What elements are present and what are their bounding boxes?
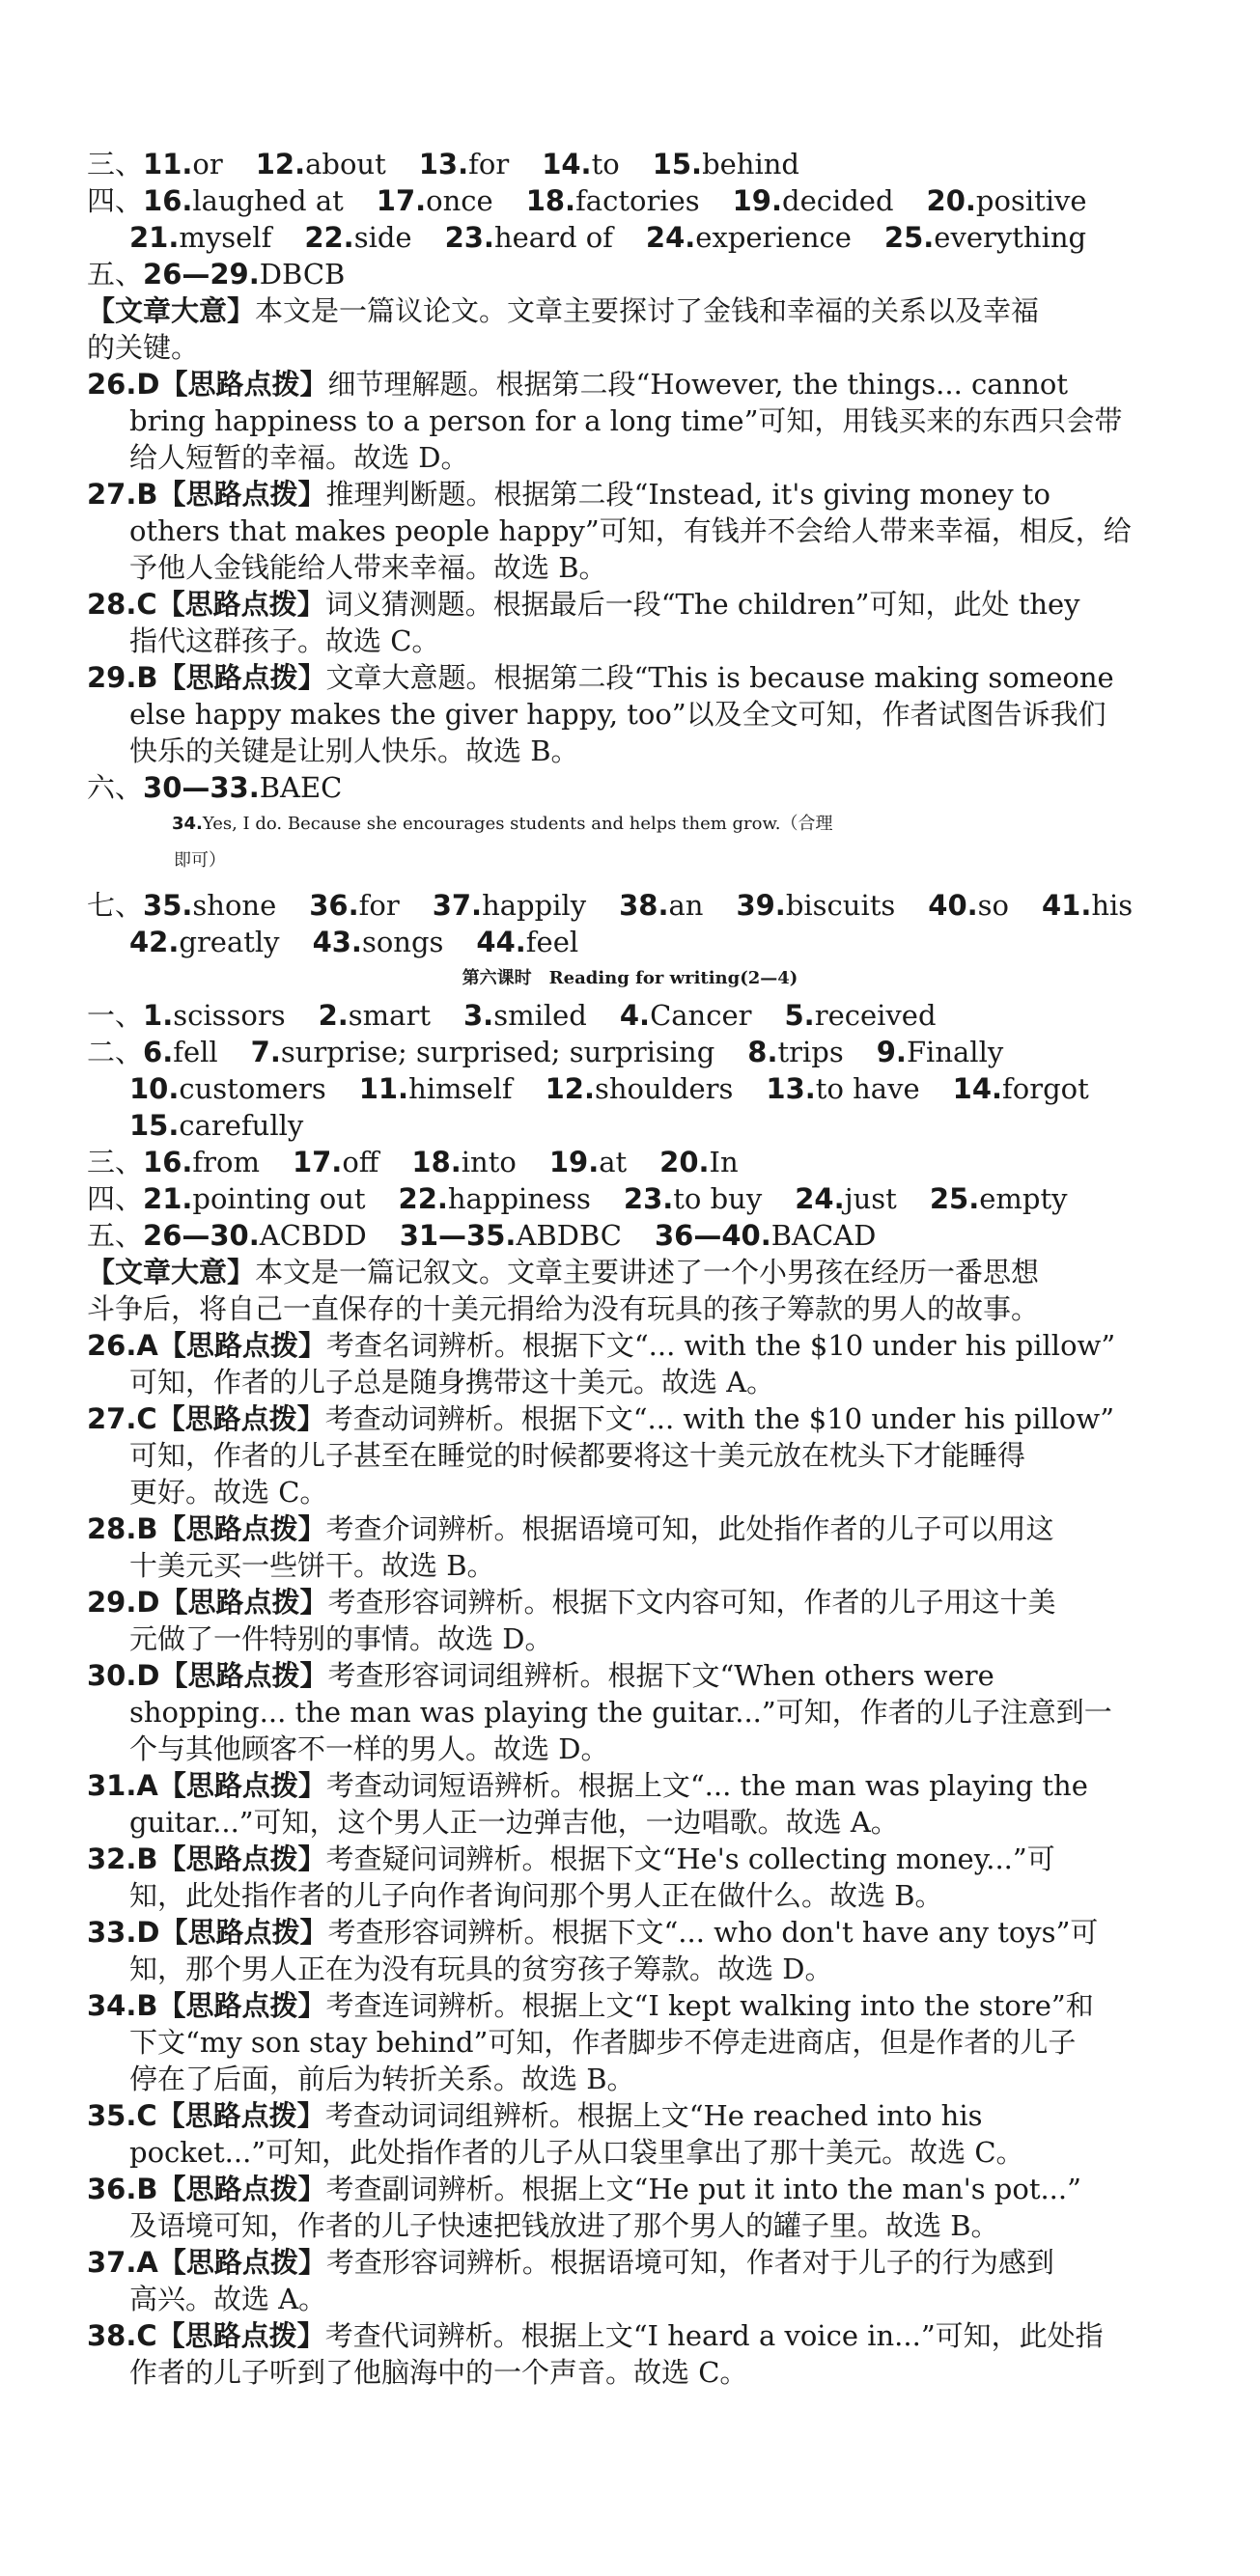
explanation-29b: 29.D【思路点拨】考查形容词辨析。根据下文内容可知，作者的儿子用这十美	[87, 1586, 1056, 1619]
main-idea-line: 的关键。	[87, 331, 200, 364]
explanation-line: 更好。故选 C。	[129, 1476, 328, 1509]
lesson-heading: 第六课时 Reading for writing(2—4)	[462, 968, 798, 988]
explanation-line: 予他人金钱能给人带来幸福。故选 B。	[129, 551, 607, 584]
explanation-line: shopping... the man was playing the guitar...”可知，作者的儿子注意到一	[129, 1696, 1112, 1729]
explanation-line: 快乐的关键是让别人快乐。故选 B。	[129, 734, 579, 767]
answer-item: 20.positive	[926, 184, 1087, 217]
explanation-31: 31.A【思路点拨】考查动词短语辨析。根据上文“... the man was playing the	[87, 1769, 1088, 1802]
main-idea-line: 斗争后，将自己一直保存的十美元捐给为没有玩具的孩子筹款的男人的故事。	[87, 1292, 1040, 1325]
explanation-line: 可知，作者的儿子总是随身携带这十美元。故选 A。	[129, 1366, 775, 1399]
explanation-line: 指代这群孩子。故选 C。	[129, 624, 440, 657]
part-2-row-3: 15.carefully	[129, 1109, 304, 1142]
answer-item: 14.to	[542, 148, 620, 180]
answer-item: 19.decided	[732, 184, 894, 217]
q34-answer: 34.Yes, I do. Because she encourages students and helps them grow.（合理	[172, 814, 833, 834]
explanation-33: 33.D【思路点拨】考查形容词辨析。根据下文“... who don't have any toys”可	[87, 1916, 1099, 1949]
explanation-line: 可知，作者的儿子甚至在睡觉的时候都要将这十美元放在枕头下才能睡得	[129, 1439, 1026, 1472]
explanation-28b: 28.B【思路点拨】考查介词辨析。根据语境可知，此处指作者的儿子可以用这	[87, 1512, 1054, 1545]
section-5-row	[87, 257, 1159, 291]
item-number: 26—29.	[143, 258, 260, 291]
main-idea-line	[87, 293, 1159, 328]
explanation-line: 元做了一件特别的事情。故选 D。	[129, 1622, 553, 1655]
answer-item: 12.about	[255, 148, 386, 180]
explanation-line: guitar...”可知，这个男人正一边弹吉他，一边唱歌。故选 A。	[129, 1806, 899, 1839]
answer-item: 23.heard of	[444, 221, 613, 254]
explanation-line: 知，那个男人正在为没有玩具的贫穷孩子筹款。故选 D。	[129, 1953, 833, 1985]
explanation-line: 十美元买一些饼干。故选 B。	[129, 1549, 495, 1582]
explanation-28: 28.C【思路点拨】词义猜测题。根据最后一段“The children”可知，此处 they	[87, 588, 1080, 621]
section-prefix: 四、	[87, 184, 144, 217]
explanation-line: 给人短暂的幸福。故选 D。	[129, 441, 469, 474]
part-2-row-1: 二、6.fell 7.surprise; surprised; surprising 8.trips 9.Finally	[87, 1036, 1004, 1068]
explanation-32: 32.B【思路点拨】考查疑问词辨析。根据下文“He's collecting money...”可	[87, 1842, 1055, 1875]
explanation-line: 高兴。故选 A。	[129, 2283, 327, 2315]
answer-item: 13.for	[418, 148, 510, 180]
explanation-38: 38.C【思路点拨】考查代词辨析。根据上文“I heard a voice in...”可知，此处指	[87, 2319, 1104, 2352]
explanation-line: 及语境可知，作者的儿子快速把钱放进了那个男人的罐子里。故选 B。	[129, 2209, 999, 2242]
main-idea-text: 本文是一篇议论文。文章主要探讨了金钱和幸福的关系以及幸福	[255, 294, 1040, 327]
section-6-row: 六、30—33.BAEC	[87, 771, 343, 804]
explanation-26: 26.D【思路点拨】细节理解题。根据第二段“However, the things... cannot	[87, 368, 1069, 401]
explanation-line: others that makes people happy”可知，有钱并不会给人带来幸福，相反，给	[129, 514, 1132, 547]
answer-item: 18.factories	[525, 184, 700, 217]
explanation-35: 35.C【思路点拨】考查动词词组辨析。根据上文“He reached into his	[87, 2099, 983, 2132]
item-answer: DBCB	[259, 258, 346, 291]
section-7-row-1: 七、35.shone 36.for 37.happily 38.an 39.biscuits 40.so 41.his	[87, 889, 1134, 922]
section-3-row	[87, 147, 1159, 181]
section-4-row-1	[87, 183, 1159, 218]
explanation-37: 37.A【思路点拨】考查形容词辨析。根据语境可知，作者对于儿子的行为感到	[87, 2246, 1054, 2279]
answer-item: 25.everything	[883, 221, 1087, 254]
explanation-line: 知，此处指作者的儿子向作者询问那个男人正在做什么。故选 B。	[129, 1879, 943, 1912]
answer-item: 17.once	[376, 184, 493, 217]
section-4-row-2	[129, 220, 1201, 255]
answer-item: 24.experience	[645, 221, 852, 254]
section-prefix: 六、	[87, 771, 144, 804]
explanation-34: 34.B【思路点拨】考查连词辨析。根据上文“I kept walking into the store”和	[87, 1989, 1094, 2022]
section-prefix: 七、	[87, 889, 144, 922]
explanation-line: bring happiness to a person for a long time”可知，用钱买来的东西只会带	[129, 404, 1123, 437]
part-5-row: 五、26—30.ACBDD 31—35.ABDBC 36—40.BACAD	[87, 1219, 877, 1252]
explanation-line: 个与其他顾客不一样的男人。故选 D。	[129, 1732, 609, 1765]
answer-item: 22.side	[304, 221, 412, 254]
section-7-row-2: 42.greatly 43.songs 44.feel	[129, 926, 579, 958]
section-prefix: 三、	[87, 148, 144, 180]
part-2-row-2: 10.customers 11.himself 12.shoulders 13.to have 14.forgot	[129, 1072, 1089, 1105]
explanation-30: 30.D【思路点拨】考查形容词词组辨析。根据下文“When others were	[87, 1659, 994, 1692]
part-3-row: 三、16.from 17.off 18.into 19.at 20.In	[87, 1146, 739, 1178]
answer-item: 15.behind	[652, 148, 799, 180]
explanation-line: 下文“my son stay behind”可知，作者脚步不停走进商店，但是作者的儿子	[129, 2026, 1077, 2059]
main-idea-tag: 【文章大意】	[87, 294, 256, 327]
part-1-row: 一、1.scissors 2.smart 3.smiled 4.Cancer 5.received	[87, 999, 937, 1032]
explanation-line: pocket...”可知，此处指作者的儿子从口袋里拿出了那十美元。故选 C。	[129, 2136, 1024, 2169]
explanation-line: 停在了后面，前后为转折关系。故选 B。	[129, 2063, 635, 2095]
explanation-27b: 27.C【思路点拨】考查动词辨析。根据下文“... with the $10 under his pillow”	[87, 1402, 1115, 1435]
main-idea-line: 【文章大意】本文是一篇记叙文。文章主要讲述了一个小男孩在经历一番思想	[87, 1256, 1040, 1288]
explanation-29: 29.B【思路点拨】文章大意题。根据第二段“This is because making someone	[87, 661, 1114, 694]
answer-item: 11.or	[143, 148, 223, 180]
explanation-36: 36.B【思路点拨】考查副词辨析。根据上文“He put it into the man's pot...”	[87, 2173, 1081, 2205]
q34-answer-cont: 即可）	[174, 850, 226, 871]
answer-item: 16.laughed at	[143, 184, 344, 217]
section-prefix: 五、	[87, 258, 144, 291]
part-4-row: 四、21.pointing out 22.happiness 23.to buy 24.just 25.empty	[87, 1182, 1068, 1215]
explanation-line: 作者的儿子听到了他脑海中的一个声音。故选 C。	[129, 2356, 748, 2389]
explanation-26b: 26.A【思路点拨】考查名词辨析。根据下文“... with the $10 under his pillow”	[87, 1329, 1116, 1362]
answer-item: 21.myself	[129, 221, 272, 254]
explanation-27: 27.B【思路点拨】推理判断题。根据第二段“Instead, it's giving money to	[87, 478, 1050, 511]
explanation-line: else happy makes the giver happy, too”以及全文可知，作者试图告诉我们	[129, 698, 1106, 731]
